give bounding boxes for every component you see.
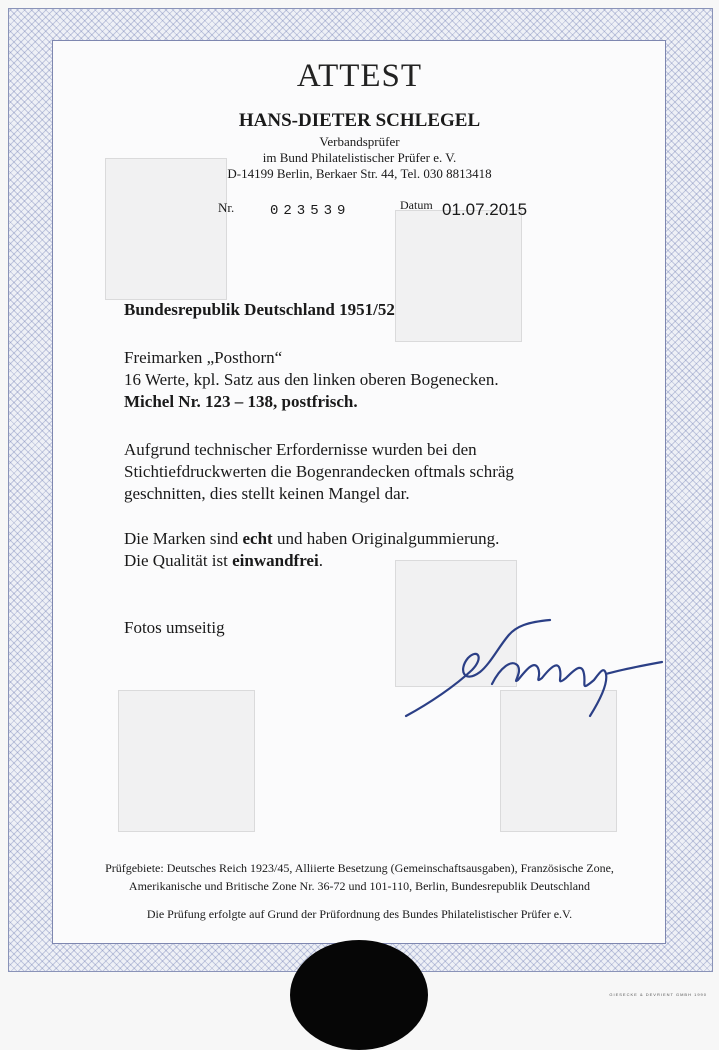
background-ghost-stamp bbox=[395, 210, 522, 342]
certificate-date: 01.07.2015 bbox=[442, 200, 528, 219]
examination-regulation: Die Prüfung erfolgte auf Grund der Prüfordnung des Bundes Philatelistischer Prüfer e.V. bbox=[146, 907, 573, 921]
printer-imprint: GIESECKE & DEVRIENT GMBH 1990 bbox=[609, 992, 707, 997]
examiner-role: Verbandsprüfer bbox=[319, 134, 400, 149]
issue-heading: Bundesrepublik Deutschland 1951/52 bbox=[124, 300, 395, 319]
stamp-series: Freimarken „Posthorn“ bbox=[124, 348, 283, 367]
certificate-title: ATTEST bbox=[296, 58, 423, 94]
quality-statement: Die Qualität ist einwandfrei. bbox=[124, 551, 323, 570]
certificate-number: 023539 bbox=[270, 203, 351, 219]
signature-icon bbox=[400, 618, 665, 723]
examination-areas-line1: Prüfgebiete: Deutsches Reich 1923/45, Alliierte Besetzung (Gemeinschaftsausgaben), Französische Zone, bbox=[105, 861, 614, 875]
certificate-number-label: Nr. bbox=[218, 200, 235, 215]
authenticity-verdict: echt bbox=[242, 529, 273, 548]
seal-icon bbox=[290, 940, 428, 1050]
examiner-address: D-14199 Berlin, Berkaer Str. 44, Tel. 030 8813418 bbox=[227, 166, 492, 181]
authenticity-statement: Die Marken sind echt und haben Originalgummierung. bbox=[124, 529, 500, 548]
examination-areas-line2: Amerikanische und Britische Zone Nr. 36-72 und 101-110, Berlin, Bundesrepublik Deutschland bbox=[128, 879, 591, 893]
technical-note-line: geschnitten, dies stellt keinen Mangel dar. bbox=[124, 484, 410, 503]
technical-note-line: Stichtiefdruckwerten die Bogenrandecken oftmals schräg bbox=[124, 462, 514, 481]
photos-note: Fotos umseitig bbox=[124, 618, 225, 637]
stamp-set-description: 16 Werte, kpl. Satz aus den linken oberen Bogenecken. bbox=[124, 370, 499, 389]
technical-note-line: Aufgrund technischer Erfordernisse wurden bei den bbox=[124, 440, 477, 459]
examiner-association: im Bund Philatelistischer Prüfer e. V. bbox=[262, 150, 457, 165]
michel-numbers: Michel Nr. 123 – 138, postfrisch. bbox=[124, 392, 358, 411]
examiner-name: HANS-DIETER SCHLEGEL bbox=[238, 110, 481, 131]
date-label: Datum bbox=[400, 198, 433, 212]
quality-verdict: einwandfrei bbox=[232, 551, 319, 570]
background-ghost-stamp bbox=[118, 690, 255, 832]
